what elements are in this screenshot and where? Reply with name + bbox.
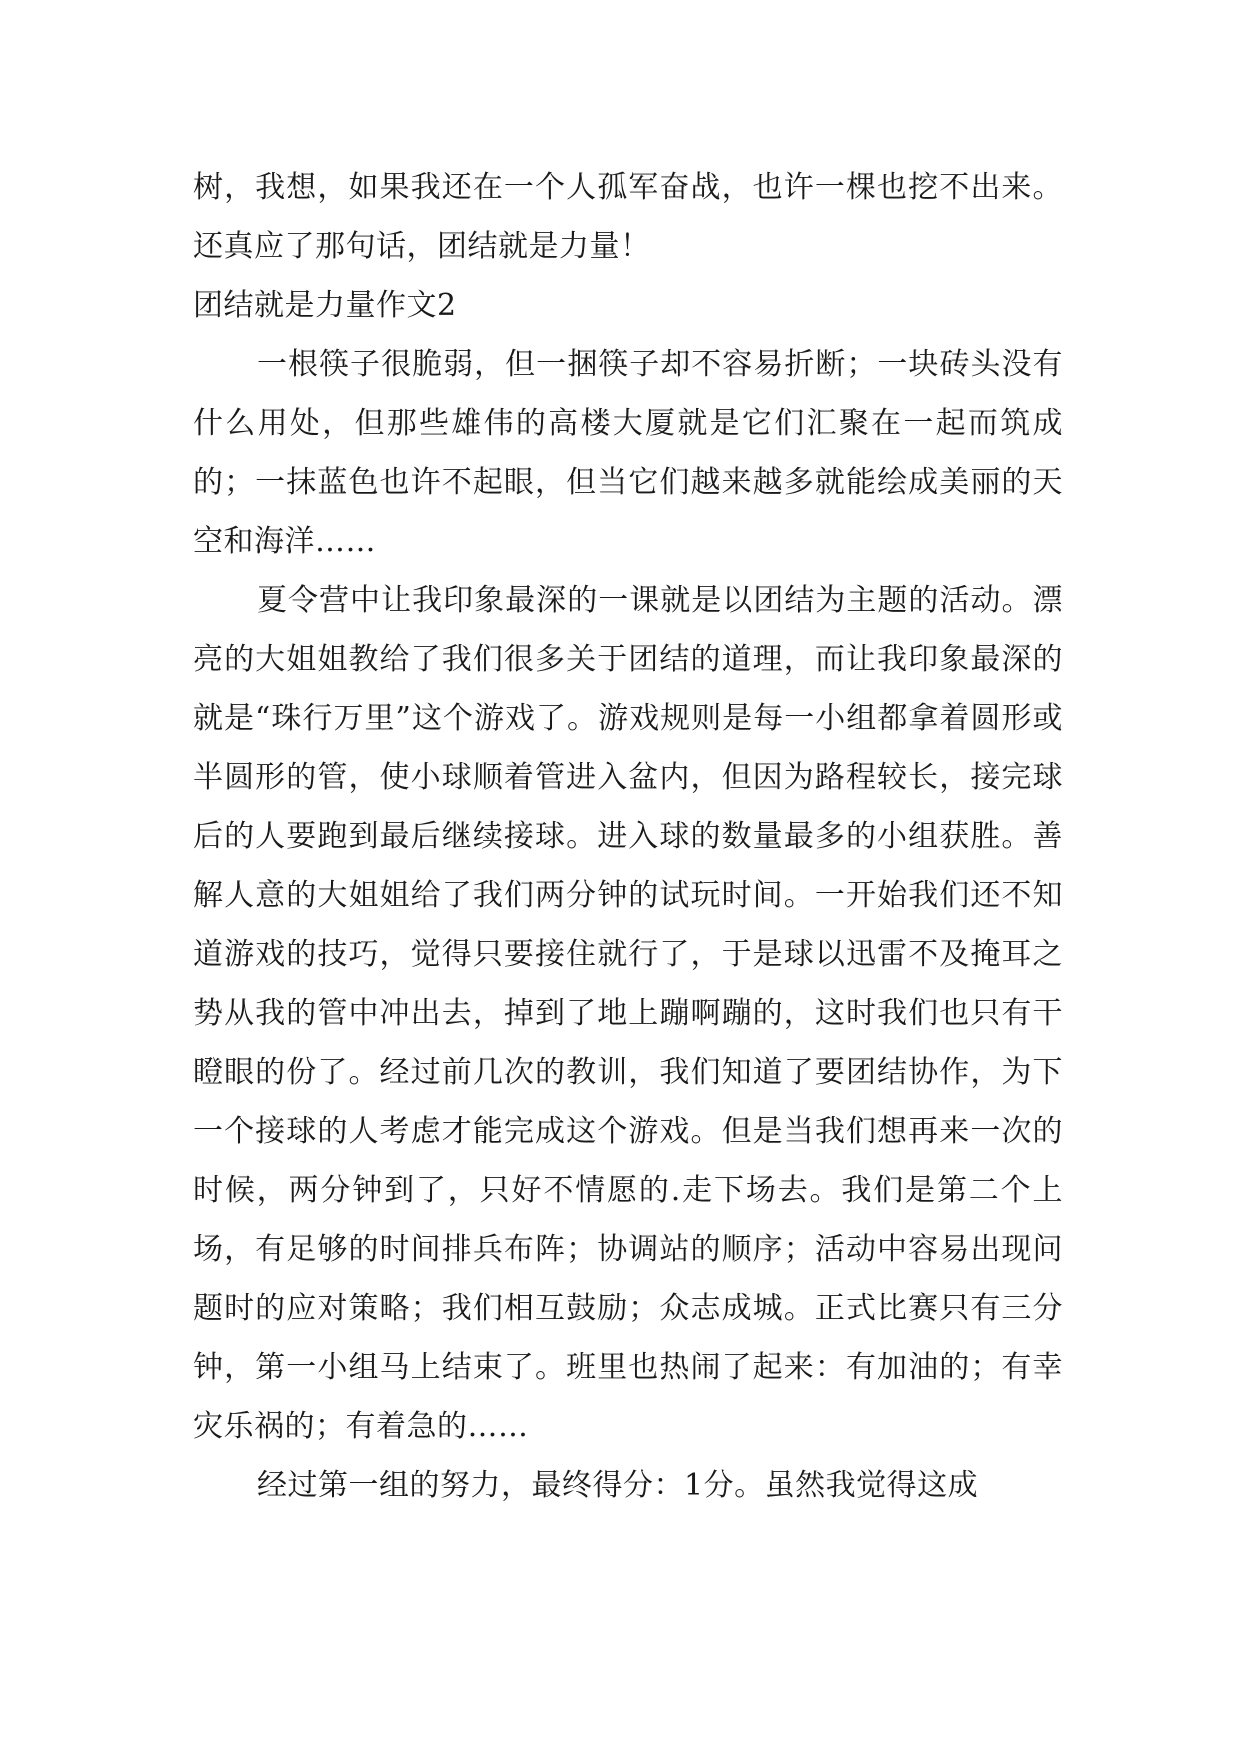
body-paragraph-1: 一根筷子很脆弱，但一捆筷子却不容易折断；一块砖头没有什么用处，但那些雄伟的高楼大厦就是它们汇聚在一起而筑成的；一抹蓝色也许不起眼，但当它们越来越多就能绘成美丽的天空和海洋…… <box>193 347 1063 559</box>
continuation-paragraph: 树，我想，如果我还在一个人孤军奋战，也许一棵也挖不出来。还真应了那句话，团结就是力量！ <box>193 170 1063 264</box>
document-page <box>193 158 1063 1515</box>
body-paragraph-3: 经过第一组的努力，最终得分：1分。虽然我觉得这成 <box>257 1468 979 1503</box>
body-paragraph-2: 夏令营中让我印象最深的一课就是以团结为主题的活动。漂亮的大姐姐教给了我们很多关于团结的道理，而让我印象最深的就是“珠行万里”这个游戏了。游戏规则是每一小组都拿着圆形或半圆形的管，使小球顺着管进入盆内，但因为路程较长，接完球后的人要跑到最后继续接球。进入球的数量最多的小组获胜。善解人意的大姐姐给了我们两分钟的试玩时间。一开始我们还不知道游戏的技巧，觉得只要接住就行了，于是球以迅雷不及掩耳之势从我的管中冲出去，掉到了地上蹦啊蹦的，这时我们也只有干瞪眼的份了。经过前几次的教训，我们知道了要团结协作，为下一个接球的人考虑才能完成这个游戏。但是当我们想再来一次的时候，两分钟到了，只好不情愿的.走下场去。我们是第二个上场，有足够的时间排兵布阵；协调站的顺序；活动中容易出现问题时的应对策略；我们相互鼓励；众志成城。正式比赛只有三分钟，第一小组马上结束了。班里也热闹了起来：有加油的；有幸灾乐祸的；有着急的…… <box>193 583 1063 1444</box>
essay-heading: 团结就是力量作文2 <box>193 288 457 323</box>
